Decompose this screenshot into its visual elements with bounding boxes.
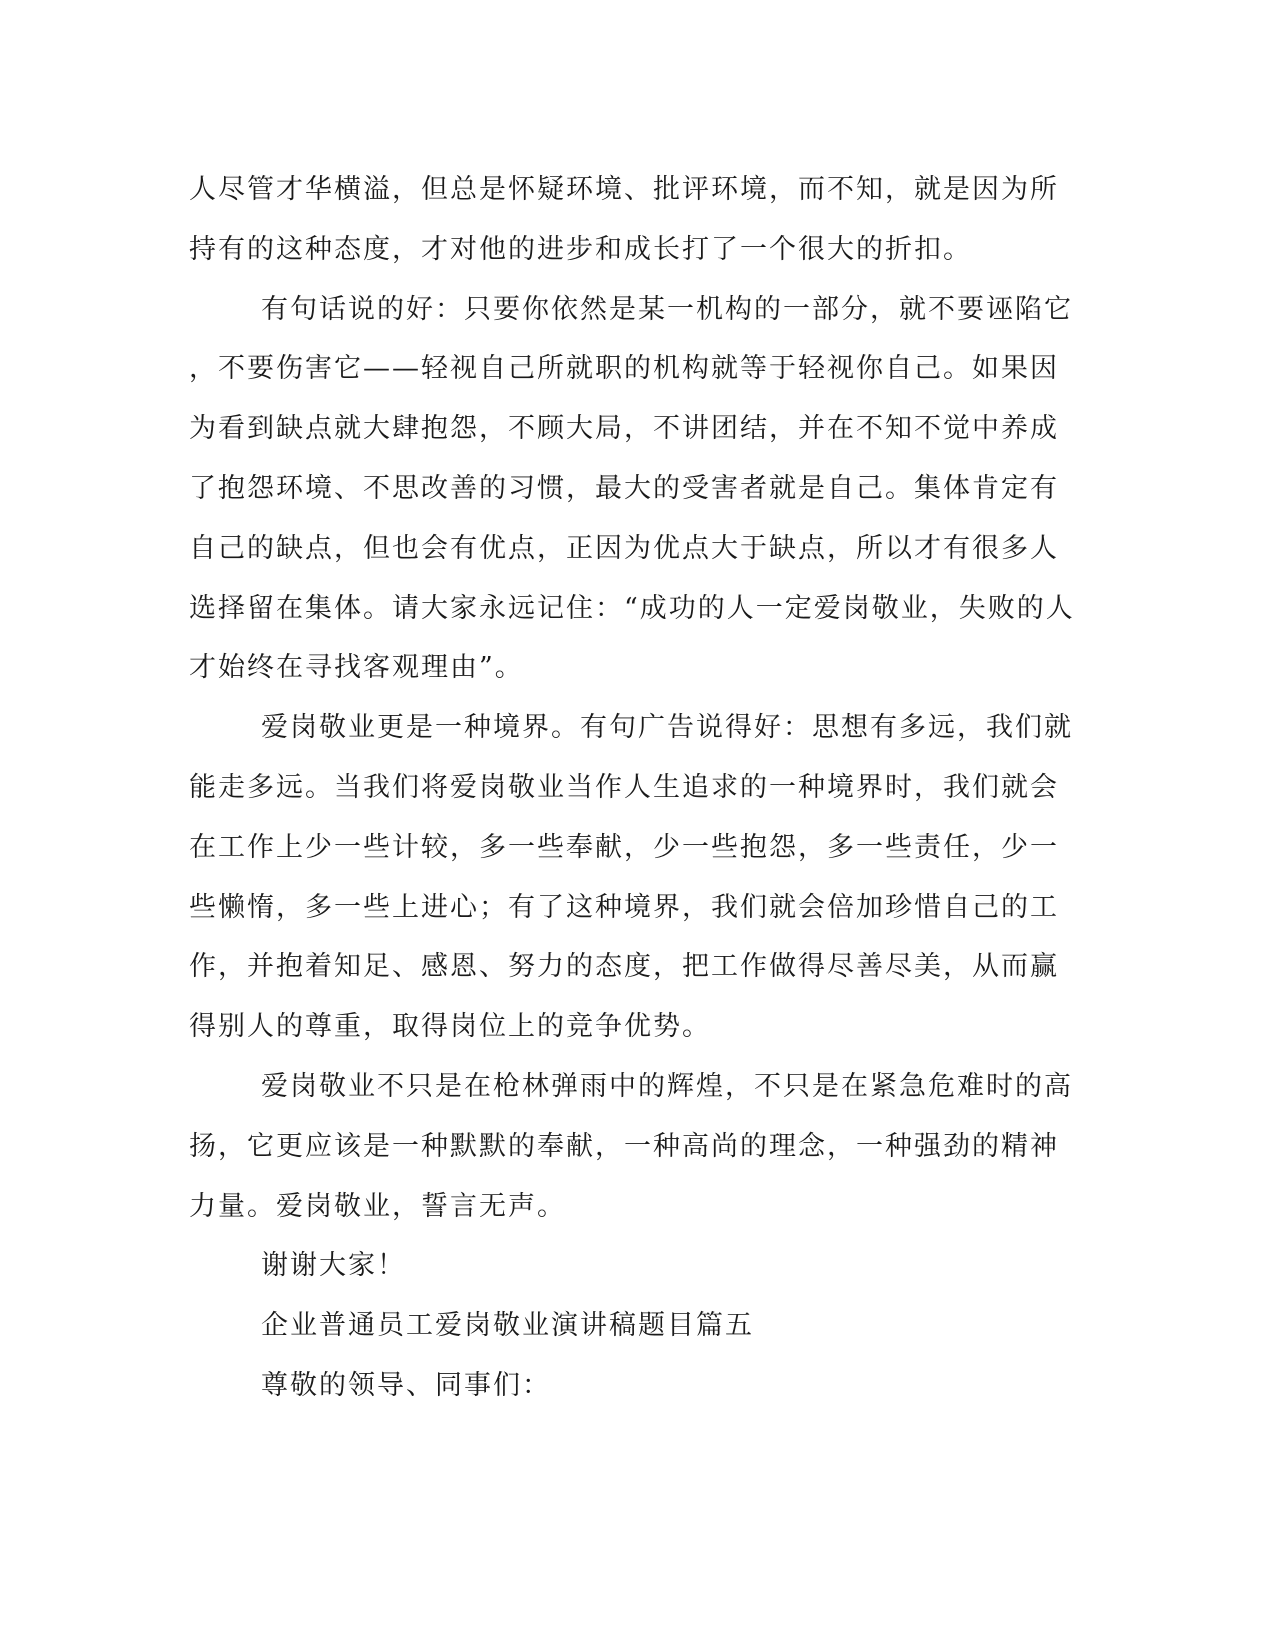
paragraph-start-line: 爱岗敬业更是一种境界。有句广告说得好：思想有多远，我们就 (261, 712, 1073, 744)
text-line: 力量。爱岗敬业，誓言无声。 (189, 1190, 566, 1222)
text-line: 为看到缺点就大肆抱怨，不顾大局，不讲团结，并在不知不觉中养成 (189, 413, 1059, 445)
text-line: 选择留在集体。请大家永远记住：“成功的人一定爱岗敬业，失败的人 (189, 592, 1075, 624)
document-body (189, 160, 1075, 1416)
text-line: 得别人的尊重，取得岗位上的竞争优势。 (189, 1011, 711, 1043)
text-line: 了抱怨环境、不思改善的习惯，最大的受害者就是自己。集体肯定有 (189, 472, 1059, 504)
text-line: 作，并抱着知足、感恩、努力的态度，把工作做得尽善尽美，从而赢 (189, 951, 1059, 983)
text-line: 些懒惰，多一些上进心；有了这种境界，我们就会倍加珍惜自己的工 (189, 891, 1059, 923)
text-line: 持有的这种态度，才对他的进步和成长打了一个很大的折扣。 (189, 233, 972, 265)
salutation: 尊敬的领导、同事们： (261, 1369, 551, 1401)
text-line: 在工作上少一些计较，多一些奉献，少一些抱怨，多一些责任，少一 (189, 831, 1059, 863)
text-line: 人尽管才华横溢，但总是怀疑环境、批评环境，而不知，就是因为所 (189, 174, 1059, 205)
text-line: 扬，它更应该是一种默默的奉献，一种高尚的理念，一种强劲的精神 (189, 1130, 1059, 1162)
text-line: 才始终在寻找客观理由”。 (189, 652, 524, 684)
paragraph-start-line: 爱岗敬业不只是在枪林弹雨中的辉煌，不只是在紧急危难时的高 (261, 1070, 1073, 1102)
text-line: 自己的缺点，但也会有优点，正因为优点大于缺点，所以才有很多人 (189, 532, 1059, 564)
text-line: 能走多远。当我们将爱岗敬业当作人生追求的一种境界时，我们就会 (189, 771, 1059, 803)
closing-thanks: 谢谢大家！ (261, 1250, 406, 1282)
paragraph-start-line: 有句话说的好：只要你依然是某一机构的一部分，就不要诬陷它 (261, 293, 1073, 325)
text-line: ，不要伤害它——轻视自己所就职的机构就等于轻视你自己。如果因 (189, 353, 1059, 385)
section-title: 企业普通员工爱岗敬业演讲稿题目篇五 (261, 1310, 754, 1342)
